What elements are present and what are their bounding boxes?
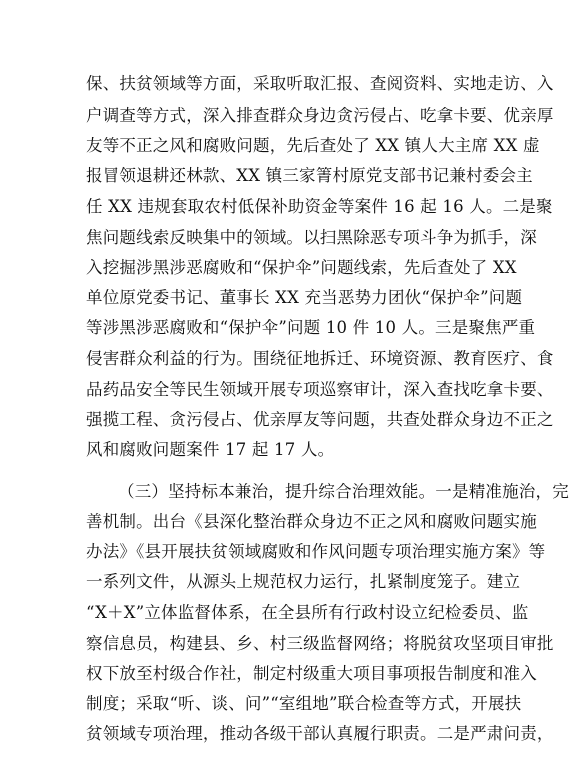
text-line: 任 XX 违规套取农村低保补助资金等案件 16 起 16 人。二是聚 <box>86 197 553 216</box>
text-line: 入挖掘涉黑涉恶腐败和“保护伞”问题线索，先后查处了 XX <box>86 258 517 277</box>
text-line: 报冒领退耕还林款、XX 镇三家箐村原党支部书记兼村委会主 <box>86 166 533 185</box>
text-line: “X＋X”立体监督体系，在全县所有行政村设立纪检委员、监 <box>86 603 529 622</box>
text-line: 察信息员，构建县、乡、村三级监督网络；将脱贫攻坚项目审批 <box>86 634 554 653</box>
text-line: 制度；采取“听、谈、问”“室组地”联合检查等方式，开展扶 <box>86 694 522 713</box>
text-line: 权下放至村级合作社，制定村级重大项目事项报告制度和准入 <box>86 664 537 683</box>
text-line: 友等不正之风和腐败问题，先后查处了 XX 镇人大主席 XX 虚 <box>86 136 540 155</box>
text-line: 户调查等方式，深入排查群众身边贪污侵占、吃拿卡要、优亲厚 <box>86 106 554 125</box>
text-line: 单位原党委书记、董事长 XX 充当恶势力团伙“保护伞”问题 <box>86 288 523 307</box>
text-line: 善机制。出台《县深化整治群众身边不正之风和腐败问题实施 <box>86 512 537 531</box>
text-line: 等涉黑涉恶腐败和“保护伞”问题 10 件 10 人。三是聚焦严重 <box>86 318 536 337</box>
text-line: 品药品安全等民生领域开展专项巡察审计，深入查找吃拿卡要、 <box>86 380 554 399</box>
text-line: 一系列文件，从源头上规范权力运行，扎紧制度笼子。建立 <box>86 572 521 591</box>
text-line: 贫领域专项治理，推动各级干部认真履行职责。二是严肃问责， <box>86 724 554 743</box>
text-line: 风和腐败问题案件 17 起 17 人。 <box>86 440 335 459</box>
text-line: 保、扶贫领域等方面，采取听取汇报、查阅资料、实地走访、入 <box>86 74 554 93</box>
text-line: 侵害群众利益的行为。围绕征地拆迁、环境资源、教育医疗、食 <box>86 349 554 368</box>
text-line: 焦问题线索反映集中的领域。以扫黑除恶专项斗争为抓手，深 <box>86 228 537 247</box>
text-line: 强揽工程、贪污侵占、优亲厚友等问题，共查处群众身边不正之 <box>86 410 554 429</box>
section-heading-line: （三）坚持标本兼治，提升综合治理效能。一是精准施治，完 <box>118 482 569 501</box>
text-line: 办法》《县开展扶贫领域腐败和作风问题专项治理实施方案》等 <box>86 542 546 561</box>
